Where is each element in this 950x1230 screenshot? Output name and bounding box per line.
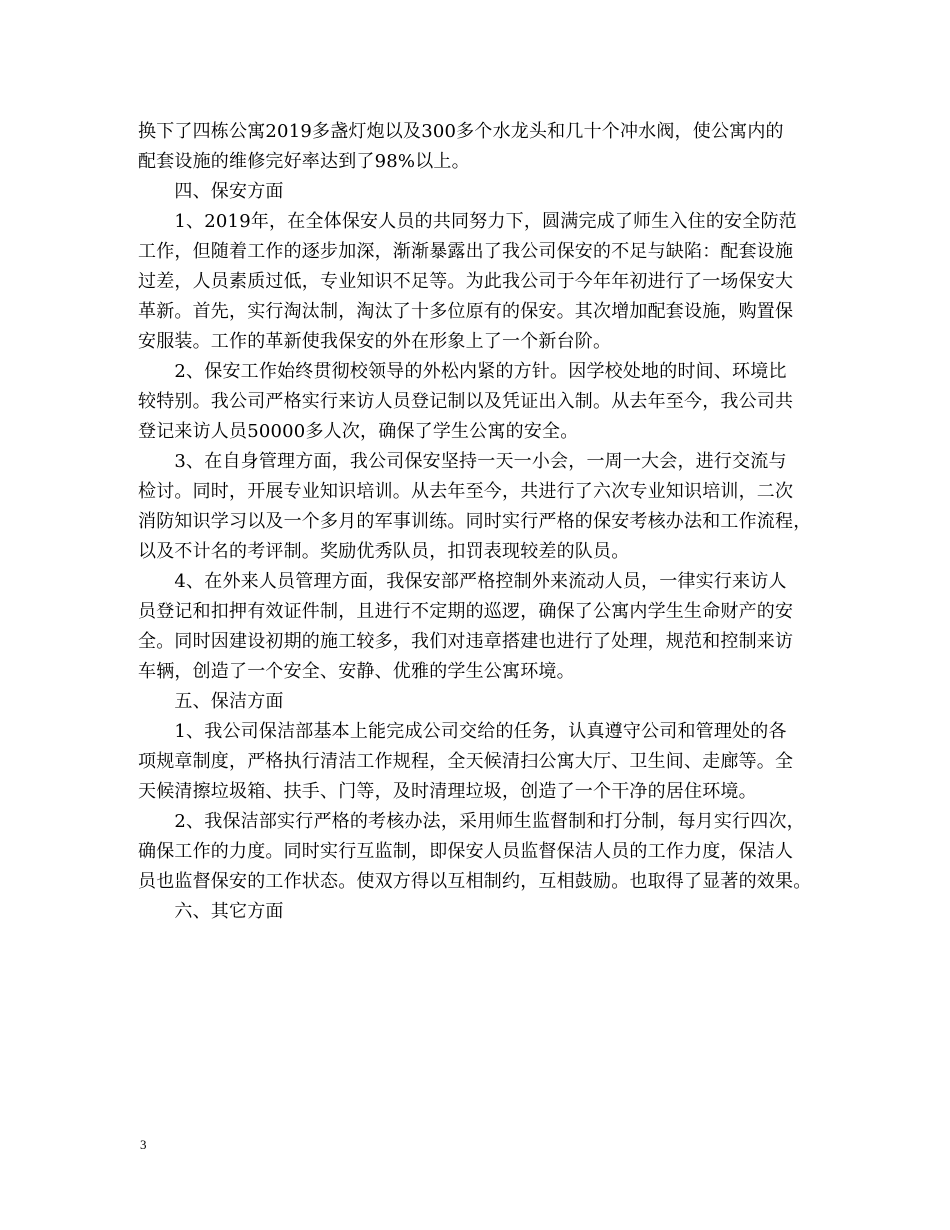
text-line: 天候清擦垃圾箱、扶手、门等，及时清理垃圾，创造了一个干净的居住环境。	[138, 781, 757, 802]
text-line: 工作，但随着工作的逐步加深，渐渐暴露出了我公司保安的不足与缺陷：配套设施	[138, 241, 794, 262]
text-line: 员登记和扣押有效证件制，且进行不定期的巡逻，确保了公寓内学生生命财产的安	[138, 601, 794, 622]
text-line: 较特别。我公司严格实行来访人员登记制以及凭证出入制。从去年至今，我公司共	[138, 391, 794, 412]
text-line: 2、我保洁部实行严格的考核办法，采用师生监督制和打分制，每月实行四次，	[138, 811, 805, 832]
text-line: 确保工作的力度。同时实行互监制，即保安人员监督保洁人员的工作力度，保洁人	[138, 841, 794, 862]
text-line: 2、保安工作始终贯彻校领导的外松内紧的方针。因学校处地的时间、环境比	[138, 361, 787, 382]
text-line: 3、在自身管理方面，我公司保安坚持一天一小会，一周一大会，进行交流与	[138, 451, 787, 472]
text-line: 车辆，创造了一个安全、安静、优雅的学生公寓环境。	[138, 661, 575, 682]
text-line: 1、2019年，在全体保安人员的共同努力下，圆满完成了师生入住的安全防范	[138, 211, 797, 232]
text-line: 配套设施的维修完好率达到了98%以上。	[138, 151, 470, 172]
text-line: 4、在外来人员管理方面，我保安部严格控制外来流动人员，一律实行来访人	[138, 571, 787, 592]
text-line: 员也监督保安的工作状态。使双方得以互相制约，互相鼓励。也取得了显著的效果。	[138, 871, 812, 892]
text-line: 消防知识学习以及一个多月的军事训练。同时实行严格的保安考核办法和工作流程，	[138, 511, 812, 532]
text-line: 登记来访人员50000多人次，确保了学生公寓的安全。	[138, 421, 579, 442]
section-heading: 六、其它方面	[138, 901, 284, 922]
text-line: 安服装。工作的革新使我保安的外在形象上了一个新台阶。	[138, 331, 612, 352]
text-line: 1、我公司保洁部基本上能完成公司交给的任务，认真遵守公司和管理处的各	[138, 721, 787, 742]
section-heading: 四、保安方面	[138, 181, 284, 202]
text-line: 以及不计名的考评制。奖励优秀队员，扣罚表现较差的队员。	[138, 541, 630, 562]
text-line: 换下了四栋公寓2019多盏灯炮以及300多个水龙头和几十个冲水阀，使公寓内的	[138, 121, 784, 142]
page-number: 3	[140, 1137, 147, 1152]
section-heading: 五、保洁方面	[138, 691, 284, 712]
text-line: 过差，人员素质过低，专业知识不足等。为此我公司于今年年初进行了一场保安大	[138, 271, 794, 292]
text-line: 全。同时因建设初期的施工较多，我们对违章搭建也进行了处理，规范和控制来访	[138, 631, 794, 652]
text-line: 检讨。同时，开展专业知识培训。从去年至今，共进行了六次专业知识培训，二次	[138, 481, 794, 502]
text-line: 革新。首先，实行淘汰制，淘汰了十多位原有的保安。其次增加配套设施，购置保	[138, 301, 794, 322]
text-line: 项规章制度，严格执行清洁工作规程，全天候清扫公寓大厅、卫生间、走廊等。全	[138, 751, 794, 772]
document-body	[138, 117, 828, 927]
